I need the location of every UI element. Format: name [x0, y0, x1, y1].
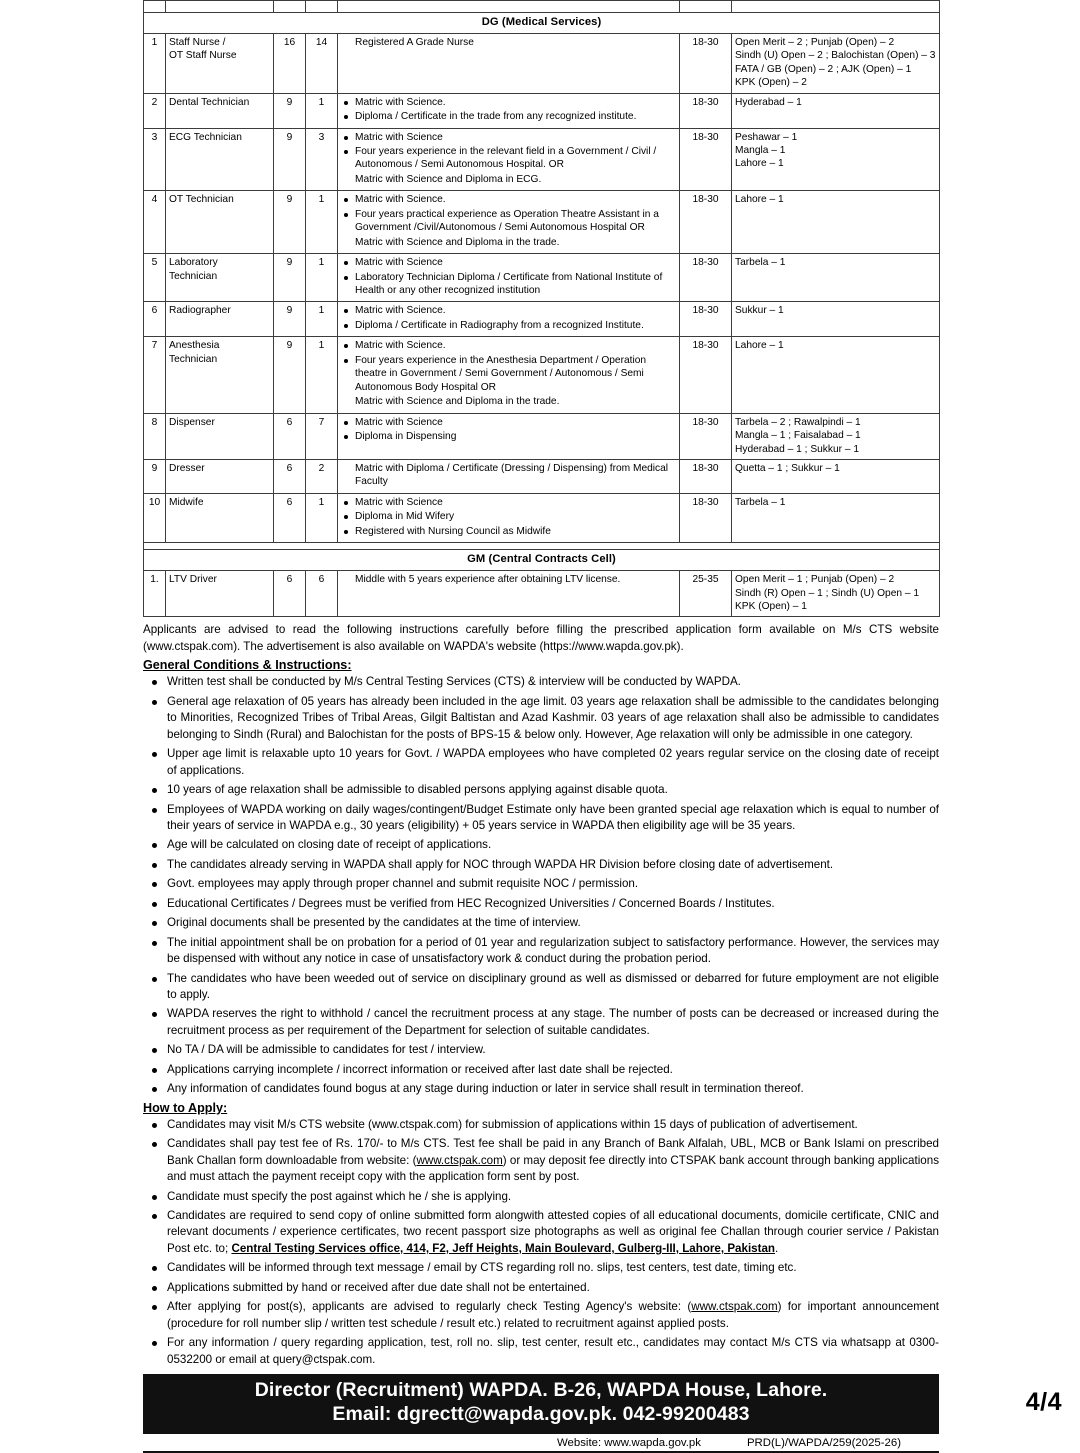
cell-bps: 9	[274, 93, 306, 128]
cell-place-of-posting	[732, 191, 940, 254]
table-section-gap	[144, 543, 940, 550]
cell-serial: 3	[144, 128, 166, 191]
footer-reference: PRD(L)/WAPDA/259(2025-26)	[746, 1436, 901, 1449]
apply-item	[143, 1117, 939, 1133]
apply-text-run: Candidate must specify the post against which he / she is applying.	[167, 1189, 512, 1203]
cell-post	[166, 460, 274, 494]
vacancy-table	[143, 0, 940, 617]
cell-bps: 9	[274, 254, 306, 302]
cell-place-of-posting	[732, 93, 940, 128]
place-line: Open Merit – 2 ; Punjab (Open) – 2	[735, 36, 895, 48]
cell-qualification	[338, 413, 680, 459]
footer-website: Website: www.wapda.gov.pk	[557, 1436, 701, 1449]
post-name-line: Technician	[169, 353, 218, 365]
cell-serial: 7	[144, 337, 166, 413]
apply-item	[143, 1189, 939, 1205]
cell-no-of-posts: 1	[306, 93, 338, 128]
condition-item: The initial appointment shall be on probation for a period of 01 year and regularization subject to satisfactory performance. However, the services may be dispensed with without any notice in case of unsatisfactory work & conduct during the probation period.	[143, 935, 939, 968]
cell-place-of-posting	[732, 571, 940, 617]
qualification-item: Matric with Science.	[341, 193, 676, 206]
cell-age-limit: 18-30	[680, 460, 732, 494]
page-indicator: 4/4	[1025, 1388, 1062, 1416]
qualification-item: Registered with Nursing Council as Midwife	[341, 525, 676, 538]
condition-item: No TA / DA will be admissible to candidates for test / interview.	[143, 1042, 939, 1058]
condition-item: Govt. employees may apply through proper channel and submit requisite NOC / permission.	[143, 876, 939, 892]
qualification-item: Matric with Science and Diploma in ECG.	[355, 173, 542, 185]
table-section-header-row	[144, 13, 940, 34]
place-line: Lahore – 1	[735, 158, 784, 170]
cell-post	[166, 337, 274, 413]
cell-qualification	[338, 337, 680, 413]
cell-bps: 6	[274, 571, 306, 617]
cell-no-of-posts: 14	[306, 33, 338, 93]
cell-age-limit: 18-30	[680, 254, 732, 302]
apply-item	[143, 1260, 939, 1276]
cell-post	[166, 302, 274, 337]
cell-serial: 1.	[144, 571, 166, 617]
cell-serial: 4	[144, 191, 166, 254]
place-line: Lahore – 1	[735, 340, 784, 352]
cell-place-of-posting	[732, 302, 940, 337]
cell-bps: 16	[274, 33, 306, 93]
apply-item	[143, 1136, 939, 1185]
footer-line-1: Director (Recruitment) WAPDA. B-26, WAPDA House, Lahore.	[254, 1379, 828, 1402]
cell-qualification	[338, 33, 680, 93]
cell-qualification	[338, 460, 680, 494]
cell-place-of-posting	[732, 128, 940, 191]
apply-text-run: .	[775, 1241, 779, 1255]
qualification-item: Matric with Science and Diploma in the trade.	[355, 236, 560, 248]
cell-no-of-posts: 2	[306, 460, 338, 494]
apply-text-run: www.ctspak.com	[416, 1153, 503, 1167]
post-name-line: Midwife	[169, 496, 204, 508]
condition-item: Any information of candidates found bogus at any stage during induction or later in service shall result in termination thereof.	[143, 1081, 939, 1097]
condition-item: Upper age limit is relaxable upto 10 years for Govt. / WAPDA employees who have completed 02 years regular service on the closing date of receipt of applications.	[143, 746, 939, 779]
place-line: Peshawar – 1	[735, 131, 798, 143]
qualification-item: Four years practical experience as Operation Theatre Assistant in a Government /Civil/Autonomous / Semi Autonomous Hospital OR	[341, 208, 676, 235]
table-row	[144, 191, 940, 254]
intro-paragraph: Applicants are advised to read the following instructions carefully before filling the prescribed application form available on M/s CTS website (www.ctspak.com). The advertisement is also available on WAPDA's website (https://www.wapda.gov.pk).	[143, 623, 939, 653]
cell-post	[166, 191, 274, 254]
cell-bps: 6	[274, 493, 306, 542]
condition-item: Employees of WAPDA working on daily wages/contingent/Budget Estimate only have been granted special age relaxation which is equal to number of their years of service in WAPDA e.g., 30 years (eligibility) + 05 years service in WAPDA then eligibility age will be 35 years.	[143, 802, 939, 835]
table-row	[144, 460, 940, 494]
table-row	[144, 302, 940, 337]
qualification-item: Matric with Science and Diploma in the trade.	[355, 396, 560, 408]
section-header-1: GM (Central Contracts Cell)	[144, 550, 940, 571]
condition-item: Original documents shall be presented by the candidates at the time of interview.	[143, 915, 939, 931]
cell-post	[166, 93, 274, 128]
qualification-item: Laboratory Technician Diploma / Certificate from National Institute of Health or any other recognized institution	[341, 271, 676, 298]
cell-no-of-posts: 1	[306, 337, 338, 413]
apply-text-run: After applying for post(s), applicants are advised to regularly check Testing Agency's website: (	[167, 1300, 692, 1314]
place-line: Hyderabad – 1	[735, 96, 802, 108]
cell-post	[166, 571, 274, 617]
cell-qualification	[338, 191, 680, 254]
condition-item: Age will be calculated on closing date of receipt of applications.	[143, 837, 939, 853]
cell-age-limit: 18-30	[680, 493, 732, 542]
qualification-item: Matric with Science	[341, 496, 676, 509]
qualification-item: Matric with Science	[341, 131, 676, 144]
table-row	[144, 93, 940, 128]
apply-item	[143, 1299, 939, 1332]
apply-text-run: Candidates are required to send copy of online submitted form alongwith attested copies of all educational documents, domicile certificate, CNIC and relevant documents / experience certificates, two recent passport size photographs as well as original fee Challan through courier service / Pakistan Post etc. to;	[167, 1209, 939, 1255]
cell-post	[166, 33, 274, 93]
cell-age-limit: 18-30	[680, 128, 732, 191]
cell-bps: 6	[274, 460, 306, 494]
table-row	[144, 493, 940, 542]
post-name-line: Dresser	[169, 463, 205, 475]
cell-serial: 9	[144, 460, 166, 494]
cell-place-of-posting	[732, 33, 940, 93]
condition-item: Written test shall be conducted by M/s Central Testing Services (CTS) & interview will be conducted by WAPDA.	[143, 674, 939, 690]
table-row	[144, 254, 940, 302]
apply-text-run: Candidates will be informed through text message / email by CTS regarding roll no. slips, test centers, test date, timing etc.	[167, 1261, 797, 1275]
cell-no-of-posts: 6	[306, 571, 338, 617]
cell-age-limit: 18-30	[680, 413, 732, 459]
general-conditions-list	[143, 674, 939, 1097]
qualification-item: Matric with Science.	[341, 304, 676, 317]
post-name-line: Anesthesia	[169, 340, 220, 352]
place-line: Tarbela – 2 ; Rawalpindi – 1	[735, 416, 861, 428]
table-spacer-row	[144, 1, 940, 13]
section-header-0: DG (Medical Services)	[144, 13, 940, 34]
place-line: Sindh (U) Open – 2 ; Balochistan (Open) – 3	[735, 50, 936, 62]
how-to-apply-list	[143, 1117, 939, 1368]
apply-text-run: Candidates may visit M/s CTS website (www.ctspak.com) for submission of applications within 15 days of publication of advertisement.	[167, 1117, 858, 1131]
cell-serial: 1	[144, 33, 166, 93]
qualification-item: Diploma / Certificate in Radiography from a recognized Institute.	[341, 319, 676, 332]
post-name-line: Laboratory	[169, 257, 218, 269]
place-line: Mangla – 1 ; Faisalabad – 1	[735, 430, 861, 442]
cell-serial: 5	[144, 254, 166, 302]
cell-age-limit: 18-30	[680, 191, 732, 254]
cell-age-limit: 18-30	[680, 302, 732, 337]
place-line: KPK (Open) – 1	[735, 600, 807, 612]
post-name-line: Staff Nurse /	[169, 36, 226, 48]
cell-qualification	[338, 493, 680, 542]
cell-no-of-posts: 1	[306, 191, 338, 254]
footer-line-2: Email: dgrectt@wapda.gov.pk. 042-99200483	[332, 1402, 750, 1425]
cell-serial: 2	[144, 93, 166, 128]
cell-bps: 9	[274, 128, 306, 191]
place-line: Sindh (R) Open – 1 ; Sindh (U) Open – 1	[735, 587, 920, 599]
apply-text-run: ) for important announcement (procedure for roll number slip / written test schedule / result etc.) related to recruitment against applied posts.	[167, 1300, 940, 1330]
qualification-item: Matric with Science.	[341, 96, 676, 109]
apply-item	[143, 1335, 939, 1368]
place-line: KPK (Open) – 2	[735, 77, 807, 89]
place-line: Sukkur – 1	[735, 305, 784, 317]
cell-post	[166, 413, 274, 459]
place-line: Tarbela – 1	[735, 496, 786, 508]
post-name-line: Radiographer	[169, 305, 231, 317]
cell-age-limit: 25-35	[680, 571, 732, 617]
qualification-item: Registered A Grade Nurse	[355, 36, 474, 48]
qualification-item: Matric with Diploma / Certificate (Dressing / Dispensing) from Medical Faculty	[355, 463, 669, 488]
cell-no-of-posts: 7	[306, 413, 338, 459]
qualification-item: Four years experience in the relevant field in a Government / Civil / Autonomous / Semi Autonomous Hospital. OR	[341, 145, 676, 172]
condition-item: General age relaxation of 05 years has already been included in the age limit. 03 years age relaxation shall be admissible to the candidates belonging to Minorities, Recognized Tribes of Tribal Areas, Gilgit Baltistan and Azad Kashmir. 03 years of age relaxation shall also be admissible to candidates belonging to Sindh (Rural) and Balochistan for the posts of BPS-15 & below only. However, Age relaxation will only be admissible in one category.	[143, 694, 939, 743]
post-name-line: OT Technician	[169, 194, 234, 206]
apply-text-run: ) or may deposit fee directly into CTSPAK bank account through banking applications and must attach the payment receipt copy with the application form sent by post.	[167, 1153, 939, 1184]
qualification-item: Diploma in Mid Wifery	[341, 510, 676, 523]
cell-bps: 9	[274, 191, 306, 254]
place-line: Hyderabad – 1 ; Sukkur – 1	[735, 443, 860, 455]
cell-age-limit: 18-30	[680, 33, 732, 93]
qualification-item: Matric with Science	[341, 256, 676, 269]
place-line: Quetta – 1 ; Sukkur – 1	[735, 463, 840, 475]
table-row	[144, 571, 940, 617]
post-name-line: Dental Technician	[169, 96, 250, 108]
cell-qualification	[338, 128, 680, 191]
condition-item: Applications carrying incomplete / incorrect information or received after last date shall be rejected.	[143, 1062, 939, 1078]
qualification-item: Four years experience in the Anesthesia Department / Operation theatre in Government / Semi Government / Autonomous / Semi Autonomous Body Hospital OR	[341, 354, 676, 394]
place-line: Tarbela – 1	[735, 257, 786, 269]
table-section-header-row	[144, 550, 940, 571]
table-row	[144, 128, 940, 191]
apply-text-run: Applications submitted by hand or received after due date shall not be entertained.	[167, 1280, 590, 1294]
place-line: Open Merit – 1 ; Punjab (Open) – 2	[735, 574, 895, 586]
apply-text-run: For any information / query regarding application, test, roll no. slip, test center, result etc., candidates may contact M/s CTS via whatsapp at 0300-0532200 or email at query@ctspak.com.	[167, 1336, 939, 1366]
cell-serial: 6	[144, 302, 166, 337]
post-name-line: OT Staff Nurse	[169, 50, 237, 62]
condition-item: WAPDA reserves the right to withhold / cancel the recruitment process at any stage. The number of posts can be decreased or increased during the recruitment process as per requirement of the Department for selection of suitable candidates.	[143, 1006, 939, 1039]
cell-place-of-posting	[732, 254, 940, 302]
cell-bps: 9	[274, 302, 306, 337]
advertisement-body	[143, 0, 939, 1453]
post-name-line: ECG Technician	[169, 131, 242, 143]
cell-serial: 10	[144, 493, 166, 542]
cell-qualification	[338, 254, 680, 302]
place-line: Lahore – 1	[735, 194, 784, 206]
qualification-item: Middle with 5 years experience after obtaining LTV license.	[355, 574, 621, 586]
footer-meta	[143, 1434, 939, 1453]
post-name-line: Technician	[169, 270, 218, 282]
post-name-line: Dispenser	[169, 416, 215, 428]
cell-place-of-posting	[732, 337, 940, 413]
qualification-item: Matric with Science.	[341, 339, 676, 352]
apply-item	[143, 1280, 939, 1296]
cell-no-of-posts: 3	[306, 128, 338, 191]
how-to-apply-title: How to Apply:	[143, 1100, 228, 1115]
apply-text-run: www.ctspak.com	[691, 1300, 778, 1314]
table-row	[144, 413, 940, 459]
condition-item: The candidates who have been weeded out of service on disciplinary ground as well as dismissed or debarred for future employment are not eligible to apply.	[143, 971, 939, 1004]
place-line: Mangla – 1	[735, 144, 786, 156]
cell-no-of-posts: 1	[306, 493, 338, 542]
cell-no-of-posts: 1	[306, 254, 338, 302]
cell-bps: 9	[274, 337, 306, 413]
contact-footer-bar	[143, 1374, 939, 1434]
condition-item: Educational Certificates / Degrees must be verified from HEC Recognized Universities / Concerned Boards / Institutes.	[143, 896, 939, 912]
cell-place-of-posting	[732, 460, 940, 494]
cell-qualification	[338, 93, 680, 128]
apply-text-run: Central Testing Services office, 414, F2, Jeff Heights, Main Boulevard, Gulberg-III, Lahore, Pakistan	[231, 1241, 776, 1255]
apply-text-run: Candidates shall pay test fee of Rs. 170/- to M/s CTS. Test fee shall be paid in any Branch of Bank Alfalah, UBL, MCB or Bank Islami on prescribed Bank Challan form downloadable from website: (	[167, 1137, 939, 1167]
cell-no-of-posts: 1	[306, 302, 338, 337]
qualification-item: Matric with Science	[341, 416, 676, 429]
cell-post	[166, 493, 274, 542]
cell-qualification	[338, 571, 680, 617]
place-line: FATA / GB (Open) – 2 ; AJK (Open) – 1	[735, 63, 912, 75]
cell-qualification	[338, 302, 680, 337]
cell-post	[166, 254, 274, 302]
cell-place-of-posting	[732, 413, 940, 459]
cell-serial: 8	[144, 413, 166, 459]
cell-place-of-posting	[732, 493, 940, 542]
post-name-line: LTV Driver	[169, 574, 217, 586]
table-row	[144, 33, 940, 93]
condition-item: 10 years of age relaxation shall be admissible to disabled persons applying against disable quota.	[143, 782, 939, 798]
qualification-item: Diploma / Certificate in the trade from any recognized institute.	[341, 110, 676, 123]
cell-age-limit: 18-30	[680, 337, 732, 413]
general-conditions-title: General Conditions & Instructions:	[143, 658, 352, 673]
table-row	[144, 337, 940, 413]
condition-item: The candidates already serving in WAPDA shall apply for NOC through WAPDA HR Division before closing date of advertisement.	[143, 857, 939, 873]
qualification-item: Diploma in Dispensing	[341, 430, 676, 443]
apply-item	[143, 1208, 939, 1257]
cell-age-limit: 18-30	[680, 93, 732, 128]
cell-bps: 6	[274, 413, 306, 459]
cell-post	[166, 128, 274, 191]
